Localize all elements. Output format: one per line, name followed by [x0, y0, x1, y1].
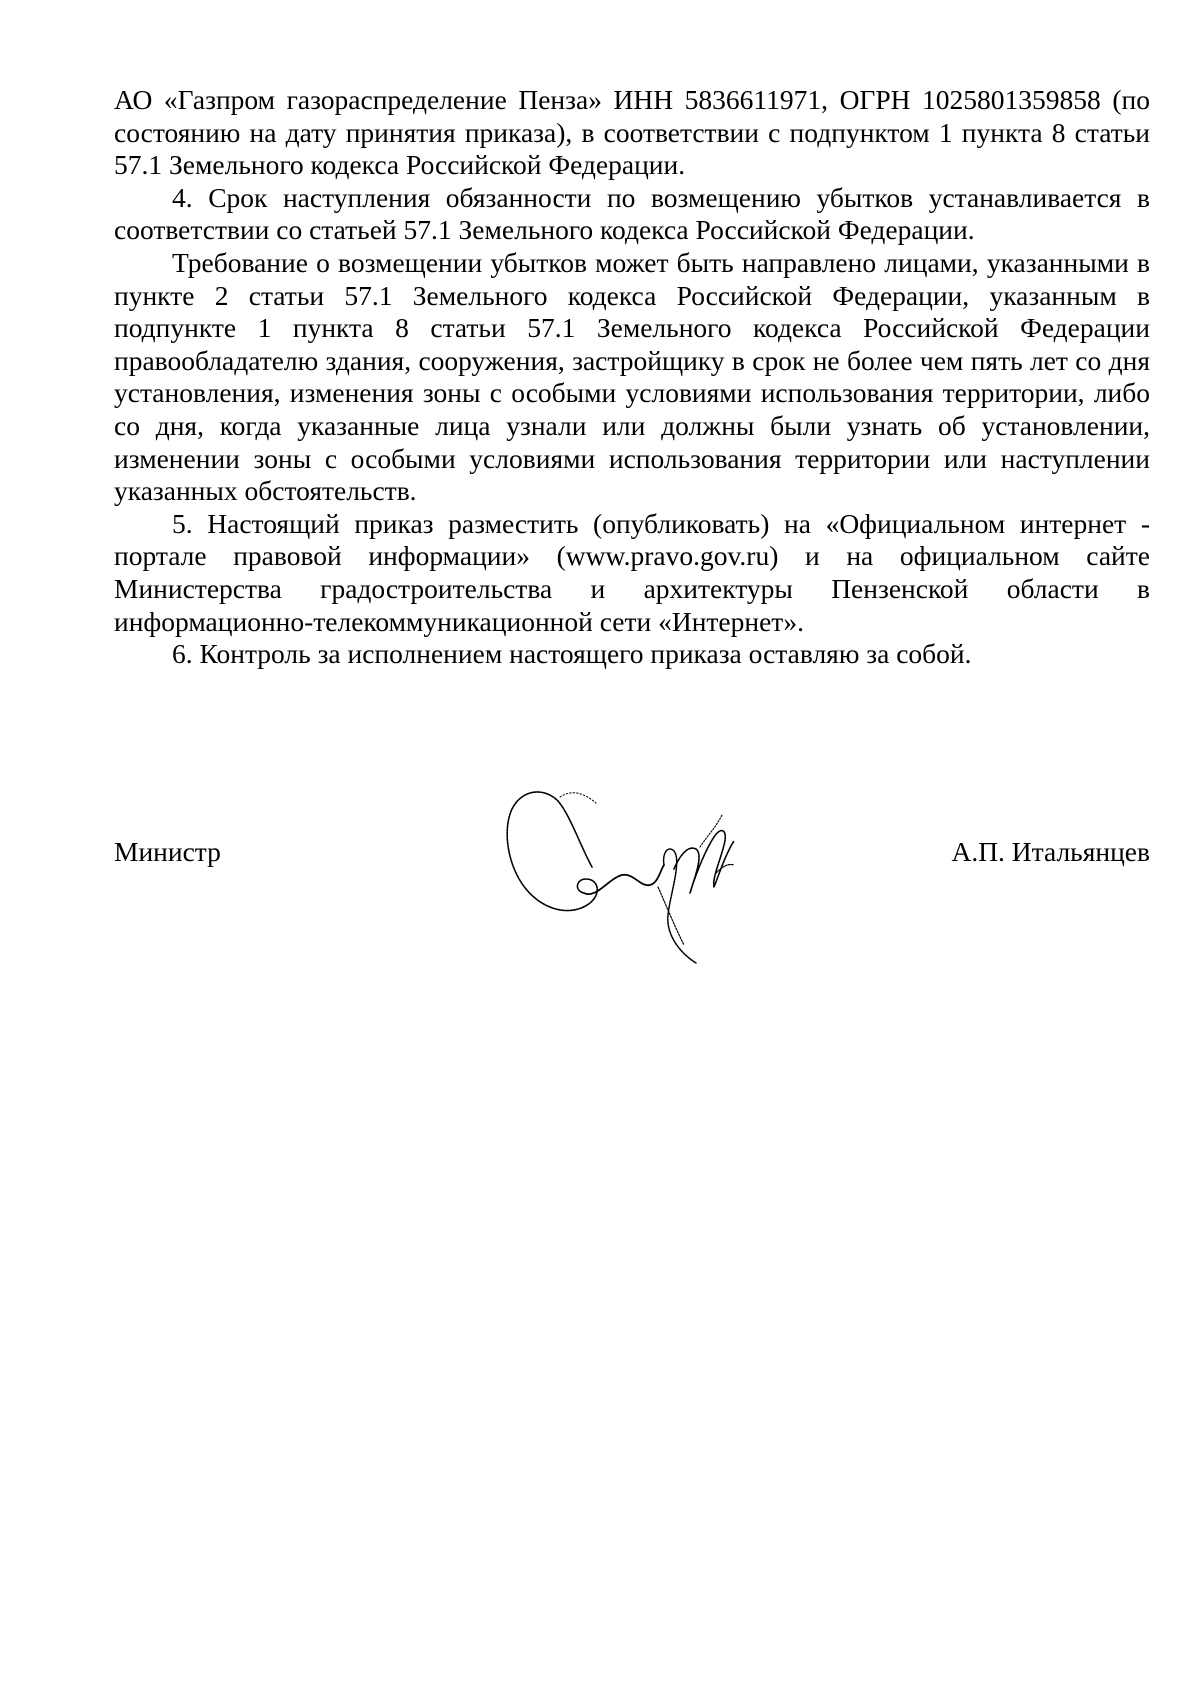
signatory-name: А.П. Итальянцев [951, 836, 1150, 867]
signatory-title: Министр [114, 836, 221, 867]
paragraph-item-5: 5. Настоящий приказ разместить (опубликовать) на «Официальном интернет - портале правовой информации» (www.pravo.gov.ru) и на официальном сайте Министерства градостроительства и архитектуры Пензенской области в информационно-телекоммуникационной сети «Интернет». [114, 507, 1150, 637]
paragraph-item-4: 4. Срок наступления обязанности по возмещению убытков устанавливается в соответствии со статьей 57.1 Земельного кодекса Российской Федерации. [114, 181, 1150, 246]
paragraph-continuation: АО «Газпром газораспределение Пенза» ИНН 5836611971, ОГРН 1025801359858 (по состоянию на дату принятия приказа), в соответствии с подпунктом 1 пункта 8 статьи 57.1 Земельного кодекса Российской Федерации. [114, 84, 1150, 181]
paragraph-item-6: 6. Контроль за исполнением настоящего приказа оставляю за собой. [172, 638, 972, 670]
paragraph-claim-terms: Требование о возмещении убытков может быть направлено лицами, указанными в пункте 2 статьи 57.1 Земельного кодекса Российской Федерации, указанным в подпункте 1 пункта 8 статьи 57.1 Земельного кодекса Российской Федерации правообладателю здания, сооружения, застройщику в срок не более чем пять лет со дня установления, изменения зоны с особыми условиями использования территории, либо со дня, когда указанные лица узнали или должны были узнать об установлении, изменении зоны с особыми условиями использования территории или наступлении указанных обстоятельств. [114, 246, 1150, 507]
handwritten-signature [500, 775, 770, 965]
document-body [114, 84, 1150, 671]
